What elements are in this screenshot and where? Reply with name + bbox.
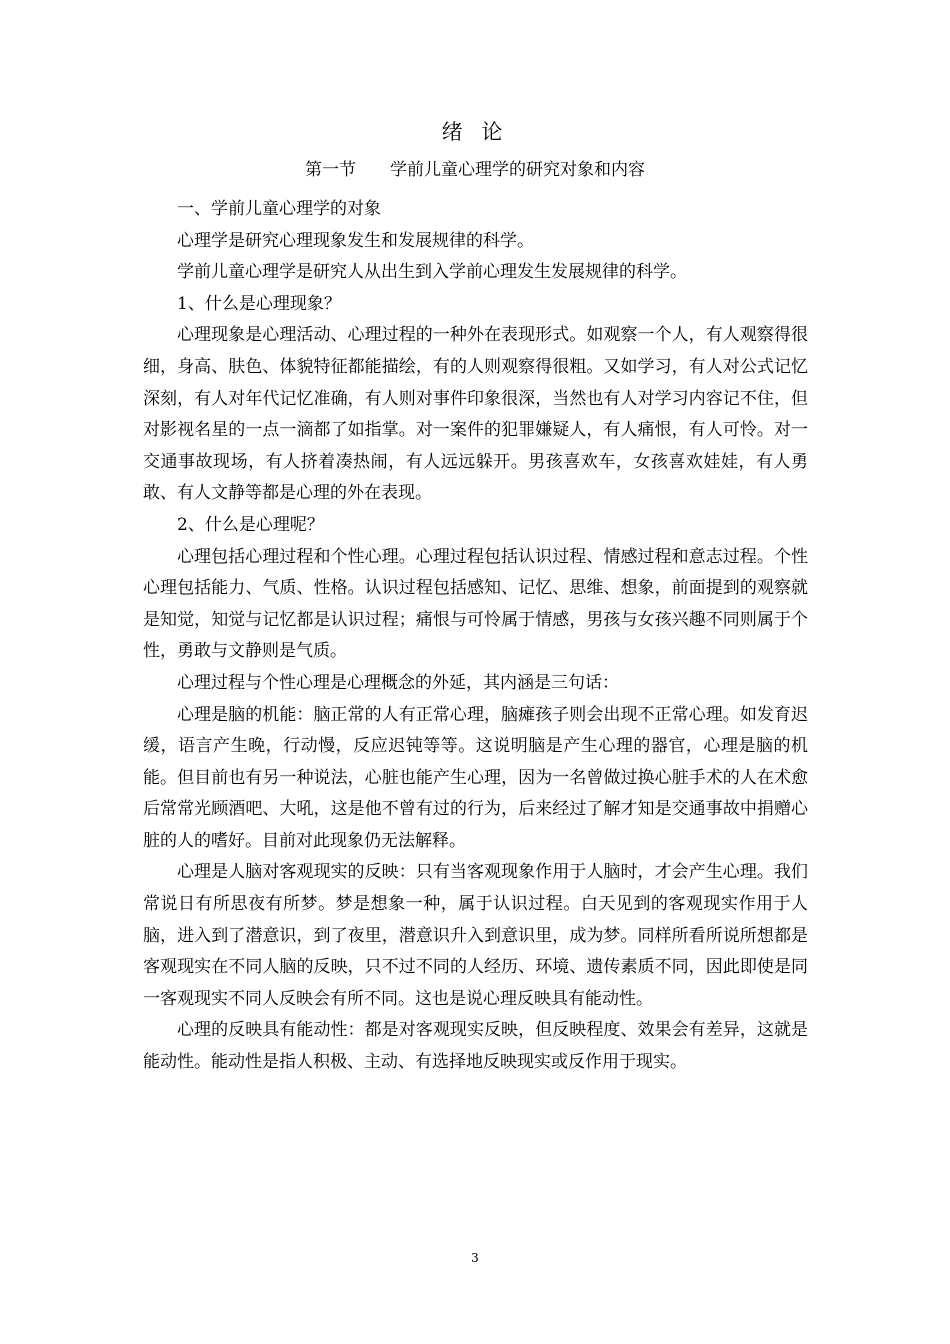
body-text — [143, 194, 808, 1079]
page-number: 3 — [471, 1251, 479, 1265]
paragraph-definition-preschool: 学前儿童心理学是研究人从出生到入学前心理发生发展规律的科学。 — [177, 262, 687, 283]
paragraph-reflection: 心理是人脑对客观现实的反映：只有当客观现象作用于人脑时，才会产生心理。我们常说日有所思夜有所梦。梦是想象一种，属于认识过程。白天见到的客观现实作用于人脑，进入到了潜意识，到了夜里，潜意识升入到意识里，成为梦。同样所看所说所想都是客观现实在不同人脑的反映，只不过不同的人经历、环境、遗传素质不同，因此即使是同一客观现实不同人反映会有所不同。这也是说心理反映具有能动性。 — [143, 862, 808, 1009]
subheading-object: 一、学前儿童心理学的对象 — [177, 199, 381, 219]
paragraph-phenomenon: 心理现象是心理活动、心理过程的一种外在表现形式。如观察一个人，有人观察得很细，身高、肤色、体貌特征都能描绘，有的人则观察得很粗。又如学习，有人对公式记忆深刻，有人对年代记忆准确，有人则对事件印象很深，当然也有人对学习内容记不住，但对影视名星的一点一滴都了如指掌。对一案件的犯罪嫌疑人，有人痛恨，有人可怜。对一交通事故现场，有人挤着凑热闹，有人远远躲开。男孩喜欢车，女孩喜欢娃娃，有人勇敢、有人文静等都是心理的外在表现。 — [143, 325, 808, 504]
paragraph-brain-function: 心理是脑的机能：脑正常的人有正常心理，脑瘫孩子则会出现不正常心理。如发育迟缓，语言产生晚，行动慢，反应迟钝等等。这说明脑是产生心理的器官，心理是脑的机能。但目前也有另一种说法，心脏也能产生心理，因为一名曾做过换心脏手术的人在术愈后常常光顾酒吧、大吼，这是他不曾有过的行为，后来经过了解才知是交通事故中捐赠心脏的人的嗜好。目前对此现象仍无法解释。 — [143, 704, 808, 851]
question-phenomenon: 1、什么是心理现象？ — [177, 293, 341, 314]
paragraph-extension: 心理过程与个性心理是心理概念的外延，其内涵是三句话： — [177, 672, 619, 693]
paragraph-psychology-components: 心理包括心理过程和个性心理。心理过程包括认识过程、情感过程和意志过程。个性心理包括能力、气质、性格。认识过程包括感知、记忆、思维、想象，前面提到的观察就是知觉，知觉与记忆都是认识过程；痛恨与可怜属于情感，男孩与女孩兴趣不同则属于个性，勇敢与文静则是气质。 — [143, 546, 808, 662]
paragraph-definition-psychology: 心理学是研究心理现象发生和发展规律的科学。 — [177, 230, 534, 251]
question-psychology: 2、什么是心理呢？ — [177, 514, 324, 535]
paragraph-initiative: 心理的反映具有能动性：都是对客观现实反映，但反映程度、效果会有差异，这就是能动性。能动性是指人积极、主动、有选择地反映现实或反作用于现实。 — [143, 1020, 808, 1073]
section-heading: 第一节 学前儿童心理学的研究对象和内容 — [305, 160, 645, 180]
chapter-title: 绪 论 — [441, 120, 509, 144]
